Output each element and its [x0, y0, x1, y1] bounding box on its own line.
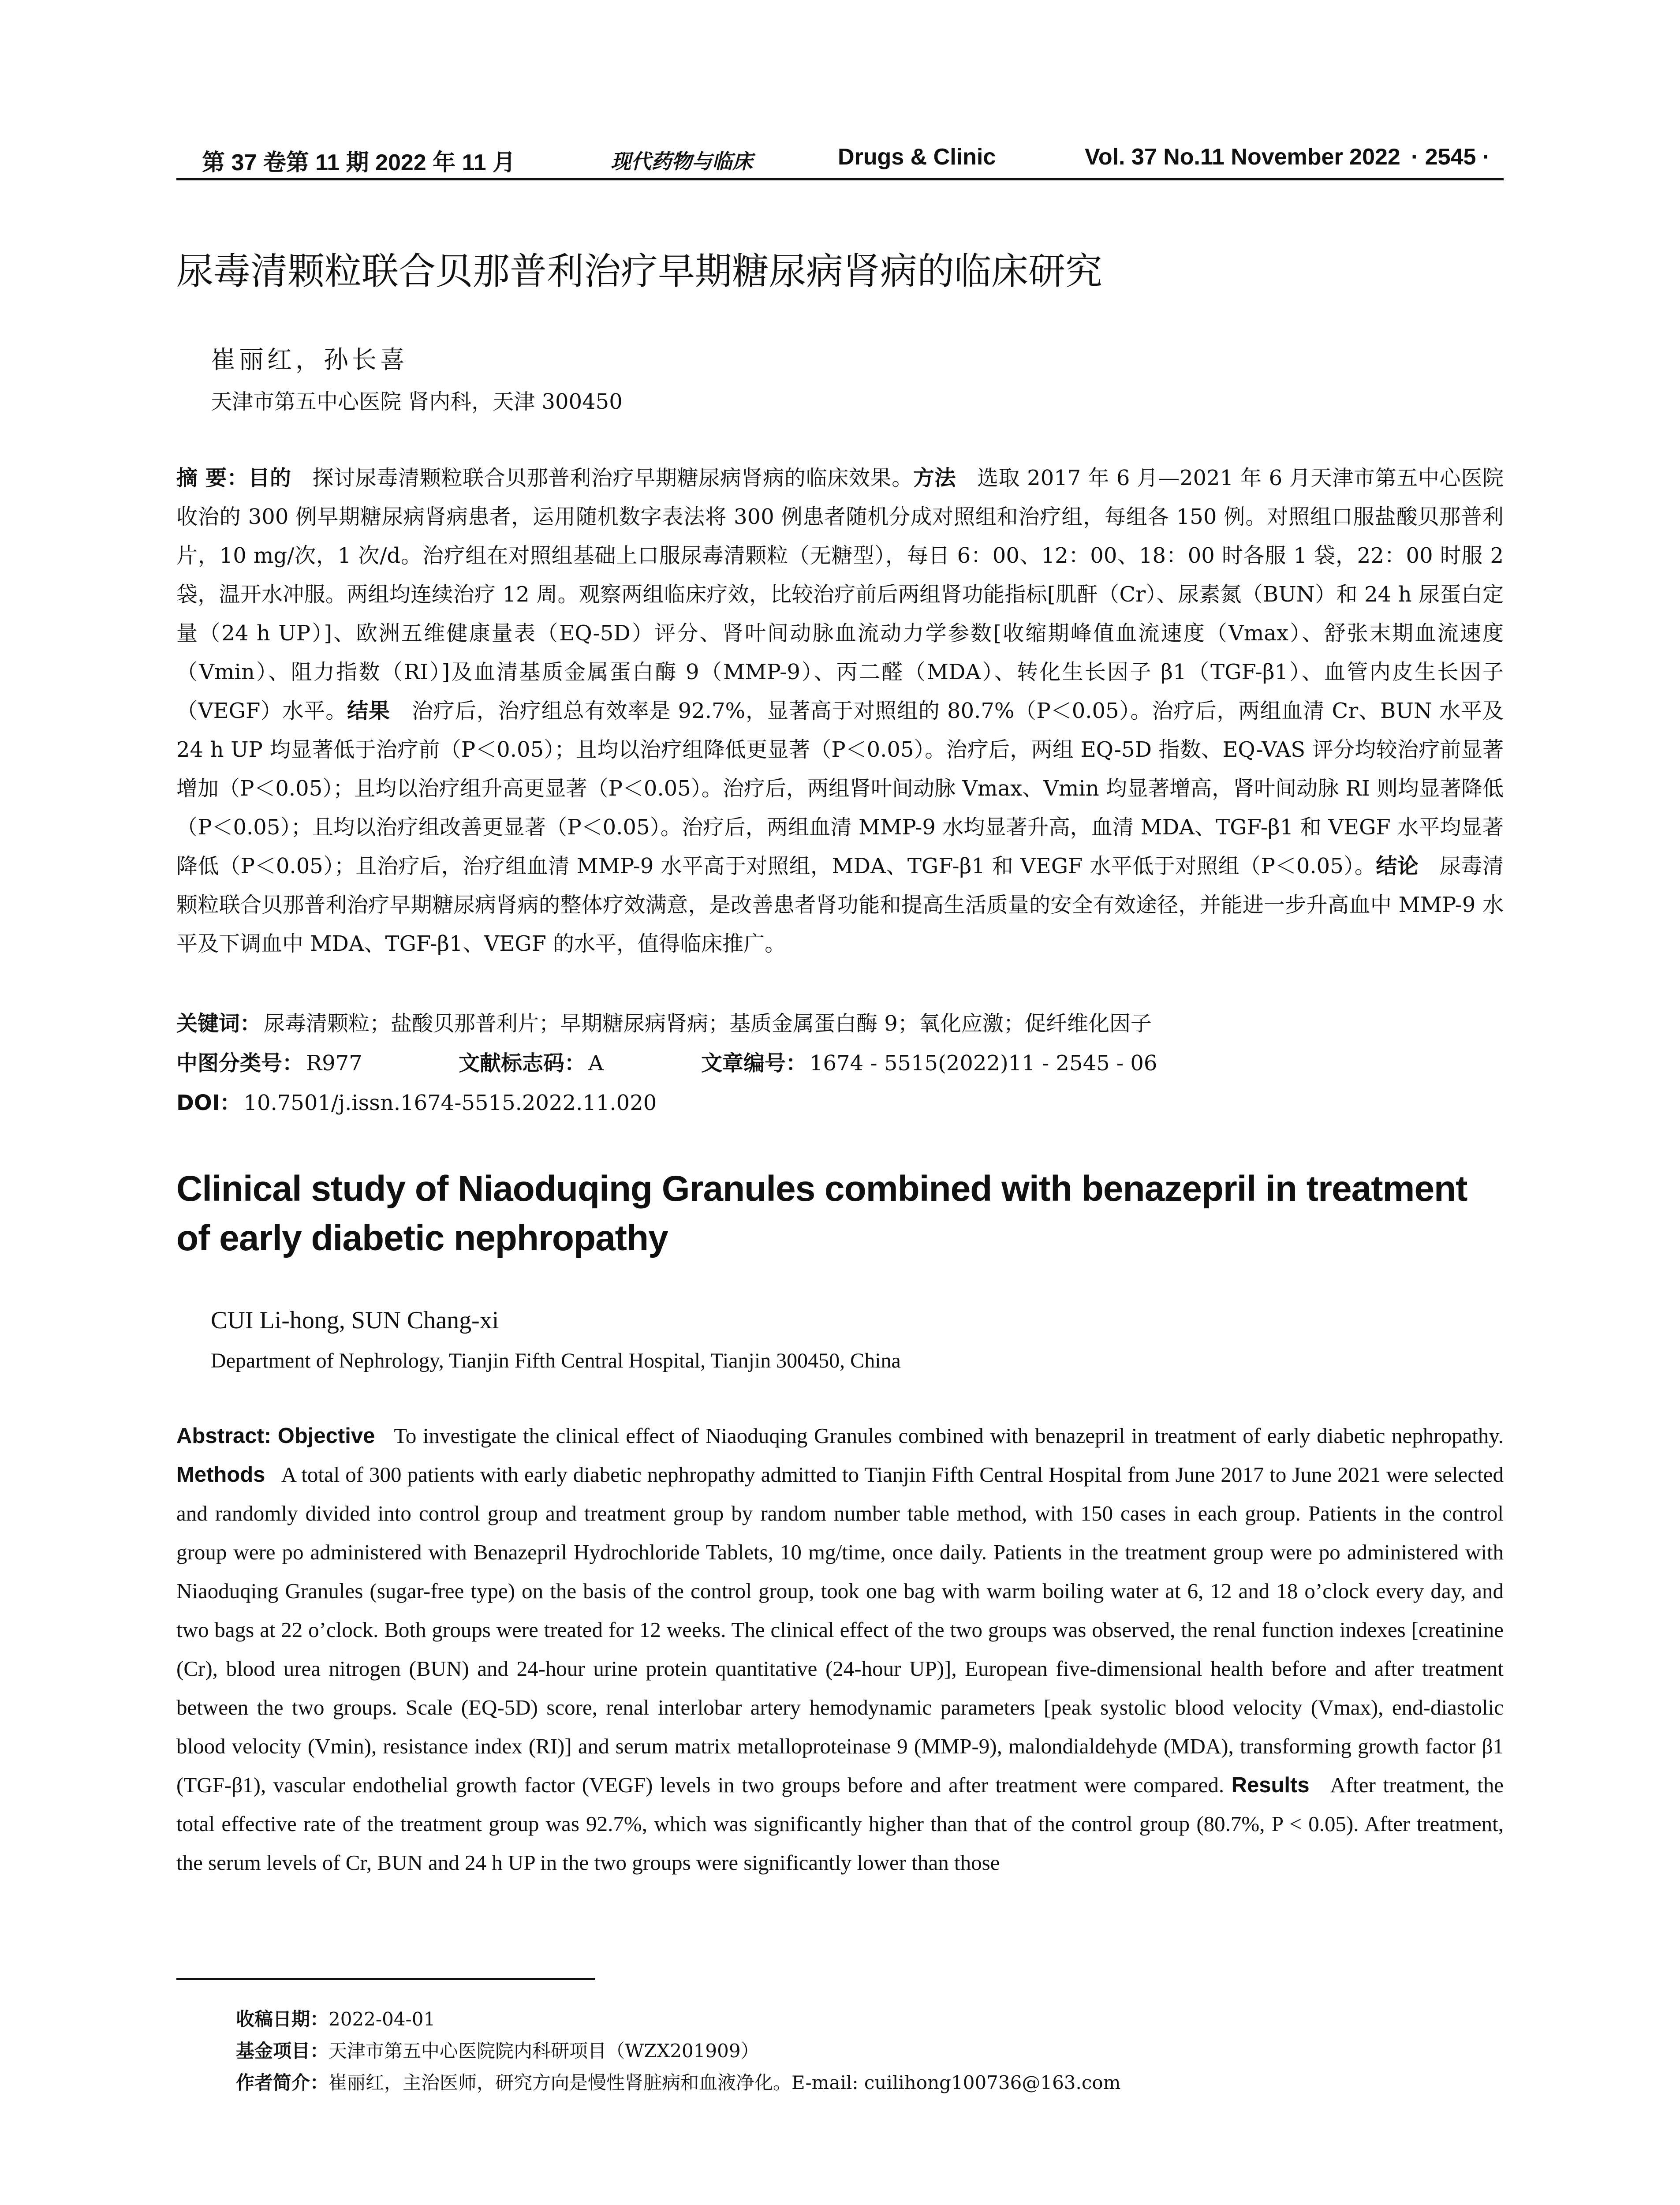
authors-en: CUI Li-hong, SUN Chang-xi: [211, 1307, 499, 1334]
fund-label: 基金项目：: [236, 2040, 329, 2062]
footnote-author: [236, 2068, 1121, 2095]
affiliation-cn: 天津市第五中心医院 肾内科，天津 300450: [211, 389, 623, 414]
doi-link[interactable]: 10.7501/j.issn.1674-5515.2022.11.020: [243, 1091, 657, 1115]
objective-cn-label: 目的: [248, 466, 291, 490]
methods-en-label: Methods: [176, 1463, 265, 1487]
objective-en-label: Objective: [277, 1424, 375, 1448]
conclusion-cn-label: 结论: [1376, 854, 1419, 878]
doi-label: DOI：: [176, 1091, 241, 1115]
document-code: [459, 1046, 604, 1076]
abstract-en: [176, 1416, 1504, 1882]
doc-label: 文献标志码：: [459, 1051, 586, 1076]
footnote-fund: [236, 2037, 759, 2063]
results-en-text: After treatment, the total effective rate of the treatment group was 92.7%, which was significantly higher than that of the control group (80.7%, P < 0.05). After treatment, the serum levels of Cr, BUN and 24 h UP in the two groups were significantly lower than those: [176, 1773, 1504, 1875]
doi-line: [176, 1086, 657, 1116]
header-page-number: · 2545 ·: [1411, 144, 1490, 170]
header-journal-cn: 现代药物与临床: [611, 149, 753, 173]
authors-cn: 崔丽红，孙长喜: [211, 346, 408, 374]
classification-line: [176, 1046, 1499, 1076]
title-cn: 尿毒清颗粒联合贝那普利治疗早期糖尿病肾病的临床研究: [176, 250, 1103, 293]
header-issue-cn: 第 37 卷第 11 期 2022 年 11 月: [202, 150, 516, 176]
conclusion-cn-text: 尿毒清颗粒联合贝那普利治疗早期糖尿病肾病的整体疗效满意，是改善患者肾功能和提高生活质量的安全有效途径，并能进一步升高血中 MMP-9 水平及下调血中 MDA、TGF-β1、VEGF 的水平，值得临床推广。: [176, 854, 1504, 956]
header-issue-en: Vol. 37 No.11 November 2022: [1085, 144, 1400, 170]
abstract-cn-label: 摘 要：: [176, 466, 249, 490]
received-date: 2022-04-01: [329, 2008, 436, 2030]
methods-cn-label: 方法: [913, 466, 956, 490]
title-en: Clinical study of Niaoduqing Granules combined with benazepril in treatment of early diabetic nephropathy: [176, 1169, 1467, 1258]
article-number: [701, 1046, 1157, 1076]
results-cn-text: 治疗后，治疗组总有效率是 92.7%，显著高于对照组的 80.7%（P＜0.05）。治疗后，两组血清 Cr、BUN 水平及 24 h UP 均显著低于治疗前（P＜0.05）；且均以治疗组降低更显著（P＜0.05）。治疗后，两组 EQ-5D 指数、EQ-VAS 评分均较治疗前显著增加（P＜0.05）；且均以治疗组升高更显著（P＜0.05）。治疗后，两组肾叶间动脉 Vmax、Vmin 均显著增高，肾叶间动脉 RI 则均显著降低（P＜0.05）；且均以治疗组改善更显著（P＜0.05）。治疗后，两组血清 MMP-9 水均显著升高，血清 MDA、TGF-β1 和 VEGF 水平均显著降低（P＜0.05）；且治疗后，治疗组血清 MMP-9 水平高于对照组，MDA、TGF-β1 和 VEGF 水平低于对照组（P＜0.05）。: [176, 699, 1504, 878]
objective-en-text: To investigate the clinical effect of Niaoduqing Granules combined with benazepril in treatment of early diabetic nephropathy.: [394, 1424, 1504, 1448]
clc-code: [176, 1046, 362, 1076]
methods-en-text: A total of 300 patients with early diabetic nephropathy admitted to Tianjin Fifth Central Hospital from June 2017 to June 2021 were selected and randomly divided into control group and treatment group by random number table method, with 150 cases in each group. Patients in the control group were po administered with Benazepril Hydrochloride Tablets, 10 mg/time, once daily. Patients in the treatment group were po administered with Niaoduqing Granules (sugar-free type) on the basis of the control group, took one bag with warm boiling water at 6, 12 and 18 o’clock every day, and two bags at 22 o’clock. Both groups were treated for 12 weeks. The clinical effect of the two groups was observed, the renal function indexes [creatinine (Cr), blood urea nitrogen (BUN) and 24-hour urine protein quantitative (24-hour UP)], European five-dimensional health before and after treatment between the two groups. Scale (EQ-5D) score, renal interlobar artery hemodynamic parameters [peak systolic blood velocity (Vmax), end-diastolic blood velocity (Vmin), resistance index (RI)] and serum matrix metalloproteinase 9 (MMP-9), malondialdehyde (MDA), transforming growth factor β1 (TGF-β1), vascular endothelial growth factor (VEGF) levels in two groups before and after treatment were compared.: [176, 1462, 1504, 1797]
keywords-cn-text: 尿毒清颗粒；盐酸贝那普利片；早期糖尿病肾病；基质金属蛋白酶 9；氧化应激；促纤维化因子: [264, 1011, 1152, 1036]
abstract-en-label: Abstract:: [176, 1424, 272, 1448]
footnote-rule: [176, 1978, 595, 1980]
doc-value: A: [588, 1051, 604, 1076]
header-rule: [176, 178, 1504, 180]
author-bio-label: 作者简介：: [236, 2072, 329, 2093]
clc-label: 中图分类号：: [176, 1051, 304, 1076]
article-label: 文章编号：: [701, 1051, 807, 1076]
footnote-received: [236, 2005, 435, 2031]
objective-cn-text: 探讨尿毒清颗粒联合贝那普利治疗早期糖尿病肾病的临床效果。: [312, 466, 913, 490]
results-en-label: Results: [1231, 1773, 1310, 1797]
clc-value: R977: [306, 1051, 362, 1076]
methods-cn-text: 选取 2017 年 6 月—2021 年 6 月天津市第五中心医院收治的 300 例早期糖尿病肾病患者，运用随机数字表法将 300 例患者随机分成对照组和治疗组，每组各 150 例。对照组口服盐酸贝那普利片，10 mg/次，1 次/d。治疗组在对照组基础上口服尿毒清颗粒（无糖型），每日 6：00、12：00、18：00 时各服 1 袋，22：00 时服 2 袋，温开水冲服。两组均连续治疗 12 周。观察两组临床疗效，比较治疗前后两组肾功能指标[肌酐（Cr）、尿素氮（BUN）和 24 h 尿蛋白定量（24 h UP）]、欧洲五维健康量表（EQ-5D）评分、肾叶间动脉血流动力学参数[收缩期峰值血流速度（Vmax）、舒张末期血流速度（Vmin）、阻力指数（RI）]及血清基质金属蛋白酶 9（MMP-9）、丙二醛（MDA）、转化生长因子 β1（TGF-β1）、血管内皮生长因子（VEGF）水平。: [176, 466, 1504, 723]
affiliation-en: Department of Nephrology, Tianjin Fifth Central Hospital, Tianjin 300450, China: [211, 1349, 901, 1372]
running-header: [176, 140, 1499, 176]
results-cn-label: 结果: [347, 699, 391, 723]
header-journal-en: Drugs & Clinic: [838, 144, 996, 170]
abstract-cn: [176, 459, 1504, 963]
received-label: 收稿日期：: [236, 2008, 329, 2030]
fund-text: 天津市第五中心医院院内科研项目（WZX201909）: [329, 2040, 759, 2062]
keywords-cn-label: 关键词：: [176, 1011, 261, 1036]
article-value: 1674 - 5515(2022)11 - 2545 - 06: [810, 1051, 1157, 1076]
keywords-cn: [176, 1006, 1152, 1037]
author-bio-text: 崔丽红，主治医师，研究方向是慢性肾脏病和血液净化。E-mail: cuilihong100736@163.com: [329, 2072, 1121, 2093]
